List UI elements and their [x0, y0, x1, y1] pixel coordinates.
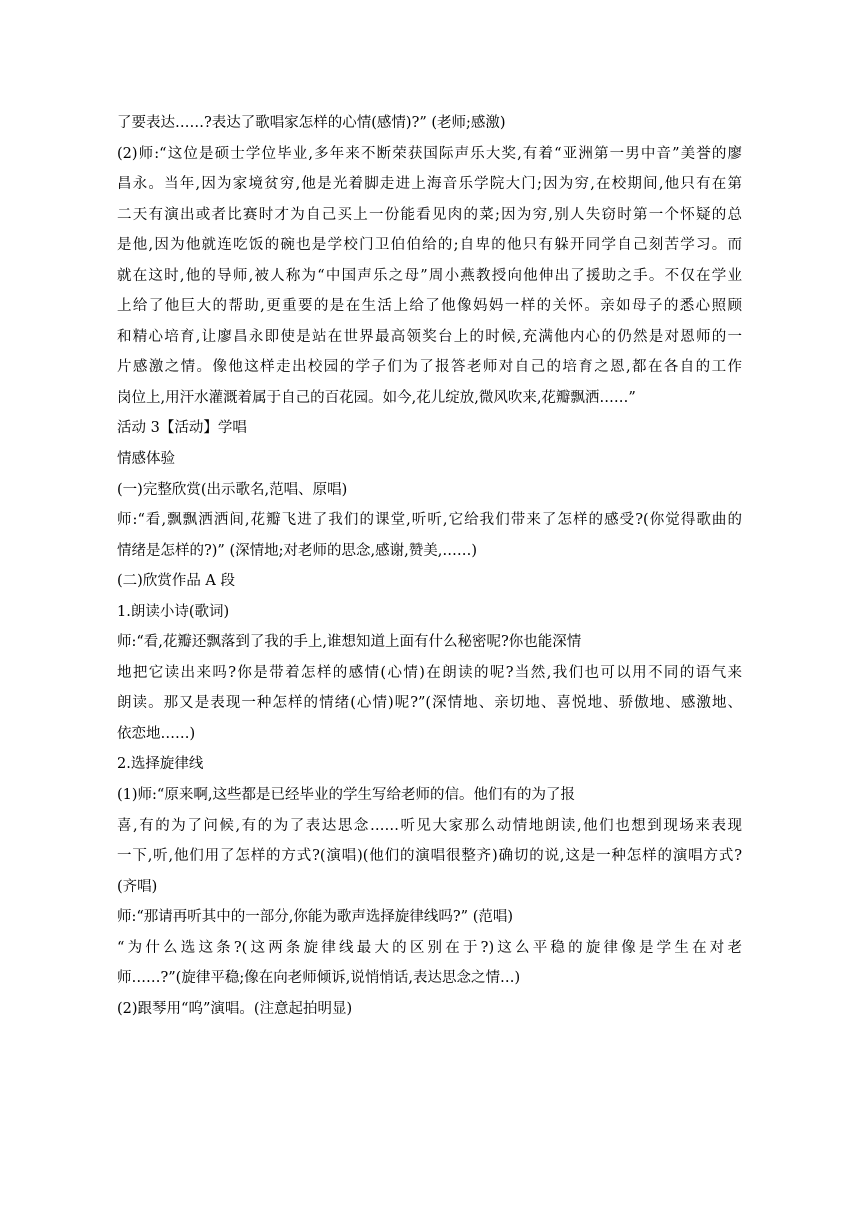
text-line: 朗读。那又是表现一种怎样的情绪(心情)呢?”(深情地、亲切地、喜悦地、骄傲地、感激地、: [117, 695, 742, 712]
document-body: [117, 108, 742, 1024]
text-line: 是他,因为他就连吃饭的碗也是学校门卫伯伯给的;自卑的他只有躲开同学自己刻苦学习。而: [117, 237, 742, 254]
text-line: 师:“看,飘飘洒洒间,花瓣飞进了我们的课堂,听听,它给我们带来了怎样的感受?(你觉得歌曲的: [117, 512, 742, 529]
text-line: 师……?”(旋律平稳;像在向老师倾诉,说悄悄话,表达思念之情…): [117, 970, 521, 987]
text-line: (2)跟琴用“呜”演唱。(注意起拍明显): [117, 1000, 353, 1017]
text-line: 2.选择旋律线: [117, 756, 204, 773]
text-line: 师:“看,花瓣还飘落到了我的手上,谁想知道上面有什么秘密呢?你也能深情: [117, 634, 582, 651]
text-line: 地把它读出来吗?你是带着怎样的感情(心情)在朗读的呢?当然,我们也可以用不同的语气来: [117, 664, 742, 681]
text-line: 师:“那请再听其中的一部分,你能为歌声选择旋律线吗?” (范唱): [117, 909, 514, 926]
text-line: (二)欣赏作品 A 段: [117, 573, 236, 590]
text-line: 情感体验: [117, 451, 175, 468]
text-line: 昌永。当年,因为家境贫穷,他是光着脚走进上海音乐学院大门;因为穷,在校期间,他只有在第: [117, 176, 742, 193]
text-line: “为什么选这条?(这两条旋律线最大的区别在于?)这么平稳的旋律像是学生在对老: [117, 939, 742, 956]
text-line: (一)完整欣赏(出示歌名,范唱、原唱): [117, 481, 348, 498]
text-line: 活动 3【活动】学唱: [117, 420, 247, 437]
text-line: 喜,有的为了问候,有的为了表达思念……听见大家那么动情地朗读,他们也想到现场来表现: [117, 817, 742, 834]
text-line: 依恋地……): [117, 725, 196, 742]
text-line: 了要表达……?表达了歌唱家怎样的心情(感情)?” (老师;感激): [117, 115, 506, 131]
text-line: 就在这时,他的导师,被人称为“中国声乐之母”周小燕教授向他伸出了援助之手。不仅在学业: [117, 267, 742, 284]
text-line: 上给了他巨大的帮助,更重要的是在生活上给了他像妈妈一样的关怀。亲如母子的悉心照顾: [117, 298, 742, 315]
text-line: (齐唱): [117, 878, 158, 895]
text-line: 片感激之情。像他这样走出校园的学子们为了报答老师对自己的培育之恩,都在各自的工作: [117, 359, 742, 376]
text-line: 一下,听,他们用了怎样的方式?(演唱)(他们的演唱很整齐)确切的说,这是一种怎样的演唱方式?: [117, 848, 742, 865]
text-line: 情绪是怎样的?)” (深情地;对老师的思念,感谢,赞美,……): [117, 542, 477, 559]
text-line: (1)师:“原来啊,这些都是已经毕业的学生写给老师的信。他们有的为了报: [117, 787, 575, 804]
text-line: 和精心培育,让廖昌永即使是站在世界最高领奖台上的时候,充满他内心的仍然是对恩师的一: [117, 328, 742, 345]
text-line: 二天有演出或者比赛时才为自己买上一份能看见肉的菜;因为穷,别人失窃时第一个怀疑的总: [117, 206, 742, 223]
text-line: 岗位上,用汗水灌溉着属于自己的百花园。如今,花儿绽放,微风吹来,花瓣飘洒……”: [117, 389, 636, 406]
text-line: 1.朗读小诗(歌词): [117, 603, 230, 620]
text-line: (2)师:“这位是硕士学位毕业,多年来不断荣获国际声乐大奖,有着“亚洲第一男中音”美誉的廖: [117, 145, 742, 162]
